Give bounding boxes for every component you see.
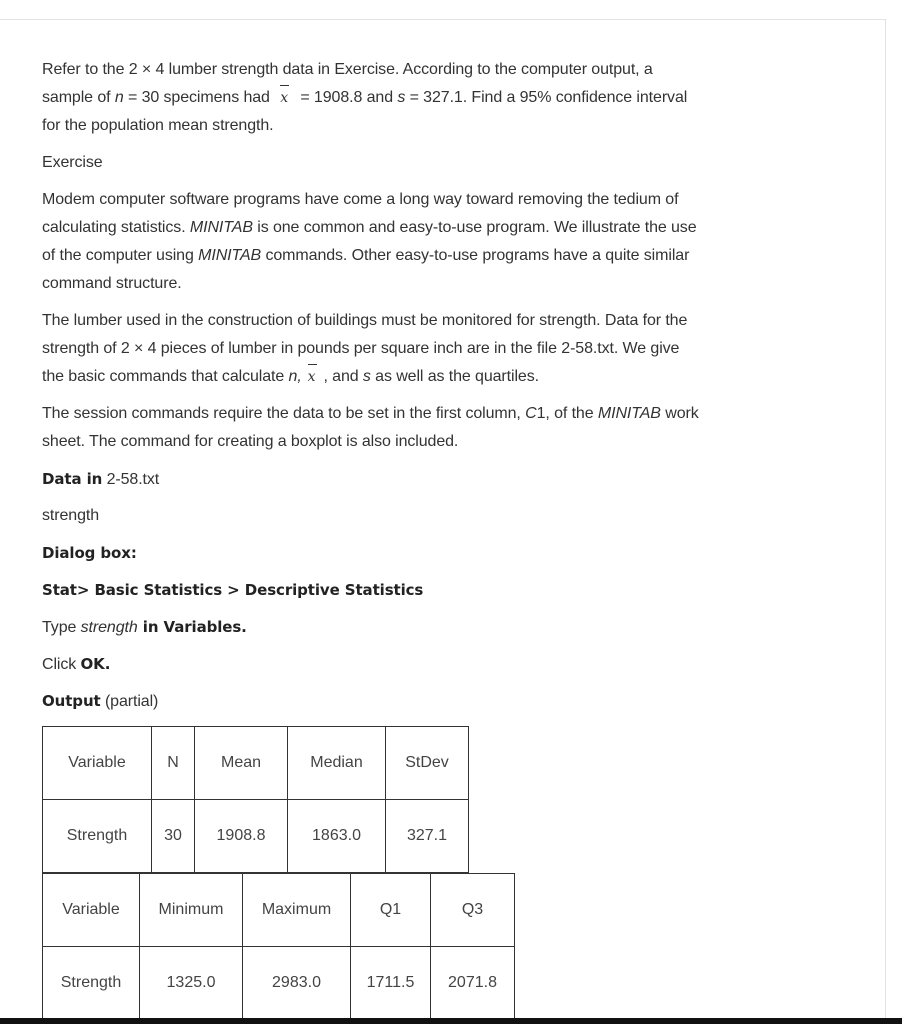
output-label <box>42 687 852 715</box>
text-segment: is one common and easy-to-use program. We illustrate the use <box>252 219 697 236</box>
table-header-row <box>43 874 515 947</box>
paragraph-line: command structure. <box>42 275 182 292</box>
variables-field-label: in Variables. <box>137 618 247 636</box>
n-symbol: n, <box>288 368 302 385</box>
table-cell: 1325.0 <box>140 947 243 1020</box>
text-segment: Click <box>42 656 81 673</box>
output-qualifier: (partial) <box>100 693 159 710</box>
table-header-cell: Q3 <box>431 874 515 947</box>
table-header-cell: Q1 <box>351 874 431 947</box>
paragraph-line <box>42 214 852 242</box>
type-instruction <box>42 613 852 641</box>
dialog-box-label: Dialog box: <box>42 544 137 562</box>
data-label: Data in <box>42 470 103 488</box>
paragraph-line <box>42 363 852 391</box>
table-header-cell: Variable <box>43 727 152 800</box>
table-cell: 1908.8 <box>195 800 288 873</box>
table-cell: 2983.0 <box>243 947 351 1020</box>
paragraph-line: sheet. The command for creating a boxplot is also included. <box>42 433 459 450</box>
minitab-term: MINITAB <box>597 405 661 422</box>
table-header-row <box>43 727 469 800</box>
text-segment: as well as the quartiles. <box>370 368 539 385</box>
paragraph-lumber <box>42 307 852 391</box>
descriptive-stats-table-1 <box>42 726 469 873</box>
table-header-cell: Maximum <box>243 874 351 947</box>
text-segment: The session commands require the data to be set in the first column, <box>42 405 526 422</box>
table-header-cell: N <box>152 727 195 800</box>
table-cell: 1863.0 <box>288 800 386 873</box>
problem-line-2 <box>42 84 852 112</box>
variable-term: strength <box>80 619 138 636</box>
strength-label: strength <box>42 507 100 524</box>
problem-line-1: Refer to the 2 × 4 lumber strength data in Exercise. According to the computer output, a <box>42 61 653 78</box>
s-symbol: s <box>397 89 406 106</box>
xbar-symbol: x <box>308 363 316 391</box>
table-cell: 30 <box>152 800 195 873</box>
paragraph-line: strength of 2 × 4 pieces of lumber in pounds per square inch are in the file 2-58.txt. We give <box>42 340 680 357</box>
output-title: Output <box>42 692 101 710</box>
text-segment: sample of <box>42 89 115 106</box>
text-segment: the basic commands that calculate <box>42 368 289 385</box>
column-number: 1 <box>536 405 546 422</box>
text-segment: = 327.1. Find a 95% confidence interval <box>405 89 688 106</box>
table-header-cell: StDev <box>386 727 469 800</box>
problem-content <box>42 56 852 724</box>
table-cell: Strength <box>43 947 140 1020</box>
paragraph-line <box>42 400 852 428</box>
bottom-edge-bar <box>0 1018 902 1024</box>
exercise-label: Exercise <box>42 154 103 171</box>
column-symbol: C <box>525 405 537 422</box>
paragraph-line: Modem computer software programs have come a long way toward removing the tedium of <box>42 191 679 208</box>
problem-line-3: for the population mean strength. <box>42 117 274 134</box>
n-symbol: n <box>114 89 124 106</box>
table-cell: Strength <box>43 800 152 873</box>
xbar-symbol: x <box>280 84 288 112</box>
table-row <box>43 947 515 1020</box>
text-segment: = 1908.8 and <box>295 89 398 106</box>
paragraph-line: The lumber used in the construction of buildings must be monitored for strength. Data for the <box>42 312 688 329</box>
table-cell: 2071.8 <box>431 947 515 1020</box>
descriptive-stats-table-2 <box>42 873 515 1020</box>
text-segment: calculating statistics. <box>42 219 190 236</box>
ok-label: OK. <box>80 655 111 673</box>
text-segment: of the computer using <box>42 247 199 264</box>
minitab-term: MINITAB <box>189 219 253 236</box>
data-filename: 2-58.txt <box>102 471 160 488</box>
table-header-cell: Mean <box>195 727 288 800</box>
text-segment: , of the <box>545 405 598 422</box>
stat-menu-path: Stat> Basic Statistics > Descriptive Statistics <box>42 581 424 599</box>
text-segment: , and <box>323 368 363 385</box>
s-symbol: s <box>362 368 371 385</box>
problem-statement <box>42 56 852 140</box>
text-segment: Type <box>42 619 81 636</box>
table-header-cell: Variable <box>43 874 140 947</box>
table-cell: 327.1 <box>386 800 469 873</box>
table-header-cell: Median <box>288 727 386 800</box>
text-segment: commands. Other easy-to-use programs have a quite similar <box>261 247 690 264</box>
table-cell: 1711.5 <box>351 947 431 1020</box>
text-segment: work <box>660 405 699 422</box>
text-segment: = 30 specimens had <box>123 89 275 106</box>
table-row <box>43 800 469 873</box>
minitab-term: MINITAB <box>198 247 262 264</box>
data-file-line <box>42 465 852 493</box>
paragraph-software <box>42 186 852 298</box>
click-instruction <box>42 650 852 678</box>
table-header-cell: Minimum <box>140 874 243 947</box>
paragraph-session <box>42 400 852 456</box>
paragraph-line <box>42 242 852 270</box>
